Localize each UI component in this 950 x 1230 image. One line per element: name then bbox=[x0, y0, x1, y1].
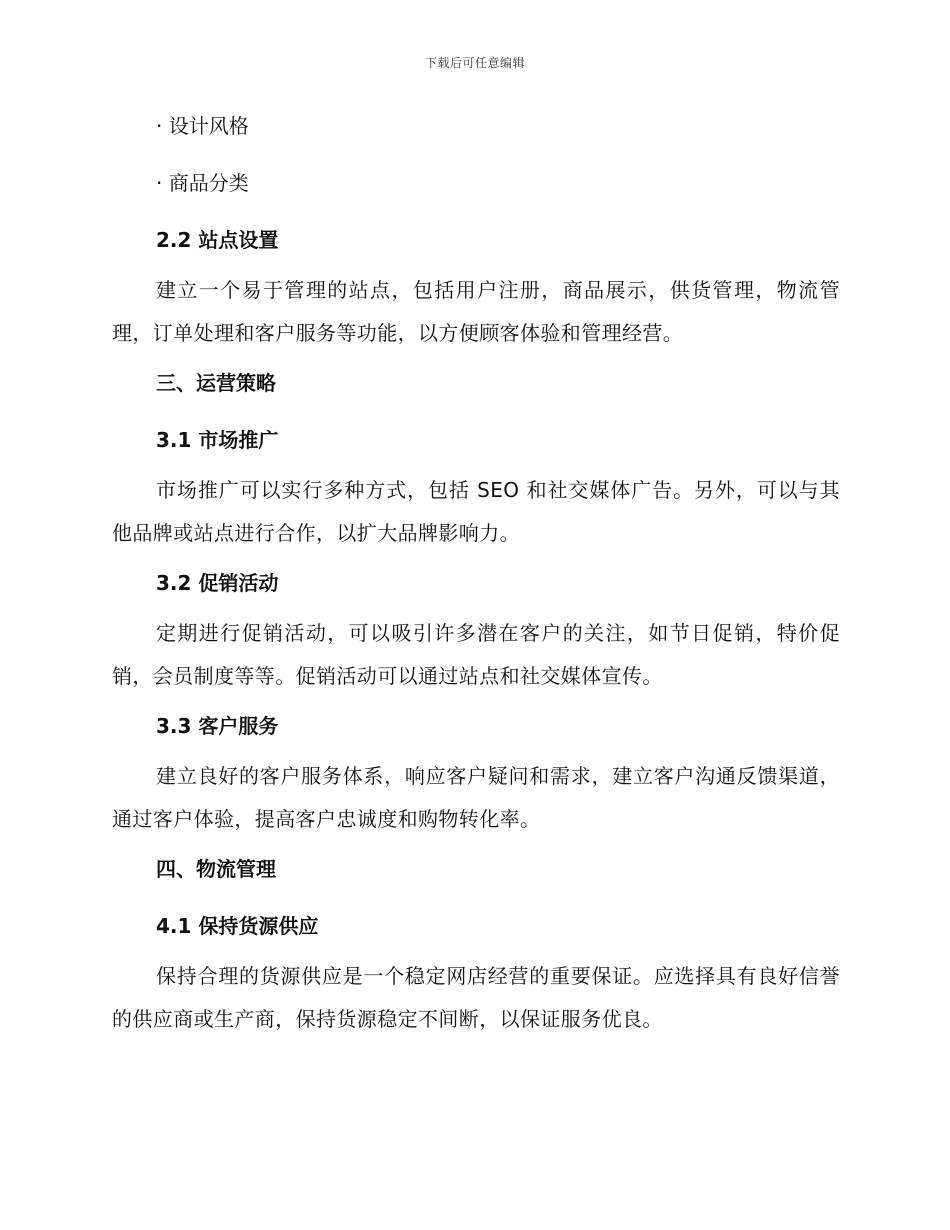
paragraph-3-2: 定期进行促销活动，可以吸引许多潜在客户的关注，如节日促销，特价促销，会员制度等等。促销活动可以通过站点和社交媒体宣传。 bbox=[112, 621, 840, 688]
header-note: 下载后可任意编辑 bbox=[424, 56, 525, 70]
heading-3-1: 3.1 市场推广 bbox=[156, 428, 279, 452]
heading-2-2: 2.2 站点设置 bbox=[156, 228, 279, 252]
paragraph-3-3: 建立良好的客户服务体系，响应客户疑问和需求，建立客户沟通反馈渠道，通过客户体验，提高客户忠诚度和购物转化率。 bbox=[112, 764, 840, 831]
heading-4-1: 4.1 保持货源供应 bbox=[156, 914, 319, 938]
heading-3-2: 3.2 促销活动 bbox=[156, 571, 279, 595]
heading-4: 四、物流管理 bbox=[156, 857, 276, 881]
bullet-design-style: · 设计风格 bbox=[156, 114, 249, 138]
bullet-product-category: · 商品分类 bbox=[156, 171, 249, 195]
heading-3-3: 3.3 客户服务 bbox=[156, 714, 279, 738]
heading-3: 三、运营策略 bbox=[156, 371, 276, 395]
document-body bbox=[112, 112, 840, 1041]
paragraph-3-1: 市场推广可以实行多种方式，包括 SEO 和社交媒体广告。另外，可以与其他品牌或站点进行合作，以扩大品牌影响力。 bbox=[112, 478, 840, 545]
paragraph-2-2: 建立一个易于管理的站点，包括用户注册，商品展示，供货管理，物流管理，订单处理和客户服务等功能，以方便顾客体验和管理经营。 bbox=[112, 278, 840, 345]
paragraph-4-1: 保持合理的货源供应是一个稳定网店经营的重要保证。应选择具有良好信誉的供应商或生产商，保持货源稳定不间断，以保证服务优良。 bbox=[112, 964, 840, 1031]
